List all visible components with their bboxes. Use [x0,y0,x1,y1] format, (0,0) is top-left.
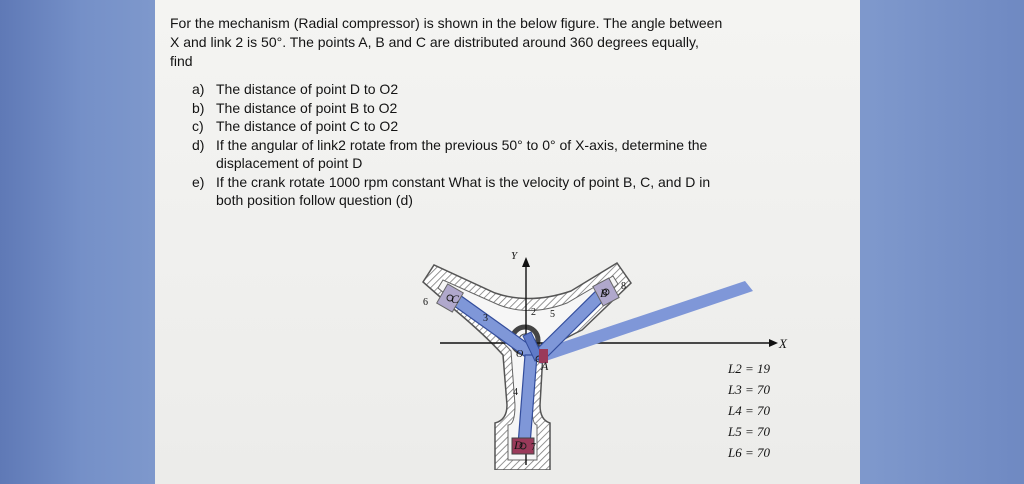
length-l2: L2 = 19 [728,361,771,376]
intro-line: X and link 2 is 50°. The points A, B and C are distributed around 360 degrees equally, [170,34,699,50]
link-5-number: 5 [550,309,555,320]
point-b-label: B [600,286,608,300]
x-axis-arrow [769,339,778,347]
link-lengths [727,361,771,460]
problem-intro [170,14,790,71]
question-label: e) [192,173,205,190]
question-list [192,80,710,210]
question-text: displacement of point D [216,155,363,171]
intro-line: For the mechanism (Radial compressor) is shown in the below figure. The angle between [170,15,723,31]
question-text: The distance of point C to O2 [216,118,399,134]
x-axis-label: X [779,336,787,351]
length-l3: L3 = 70 [728,382,771,397]
question-label: d) [192,136,205,153]
link-2-number: 2 [531,307,536,318]
point-o-label: O [516,349,524,360]
y-axis-arrow [522,257,530,267]
question-c [192,117,710,136]
question-d [192,136,710,173]
point-c-label: C [451,292,460,306]
question-label: a) [192,81,205,97]
question-a [192,80,710,99]
question-label: c) [192,118,204,134]
question-text: If the angular of link2 rotate from the previous 50° to 0° of X-axis, determine the [216,136,708,153]
question-label: b) [192,99,205,116]
link-4-number: 4 [513,387,518,398]
link-6-number: 6 [423,297,428,308]
y-axis-label: Y [511,250,518,262]
question-b [192,99,710,118]
document-page [155,0,860,484]
question-text: The distance of point D to O2 [216,81,399,97]
link-7-number: 7 [531,442,536,453]
length-l6: L6 = 70 [728,445,771,460]
question-text: If the crank rotate 1000 rpm constant What is the velocity of point B, C, and D in [216,173,711,190]
question-e [192,173,710,210]
mechanism-figure [395,245,805,470]
length-l4: L4 = 70 [728,403,771,418]
intro-line: find [170,53,193,69]
link-8-number: 8 [621,281,626,292]
question-text: both position follow question (d) [216,192,413,208]
link-3-number: 3 [483,313,488,324]
point-d-label: D [514,438,523,452]
question-text: The distance of point B to O2 [216,99,398,116]
point-a-label: A [541,359,549,373]
length-l5: L5 = 70 [728,424,771,439]
